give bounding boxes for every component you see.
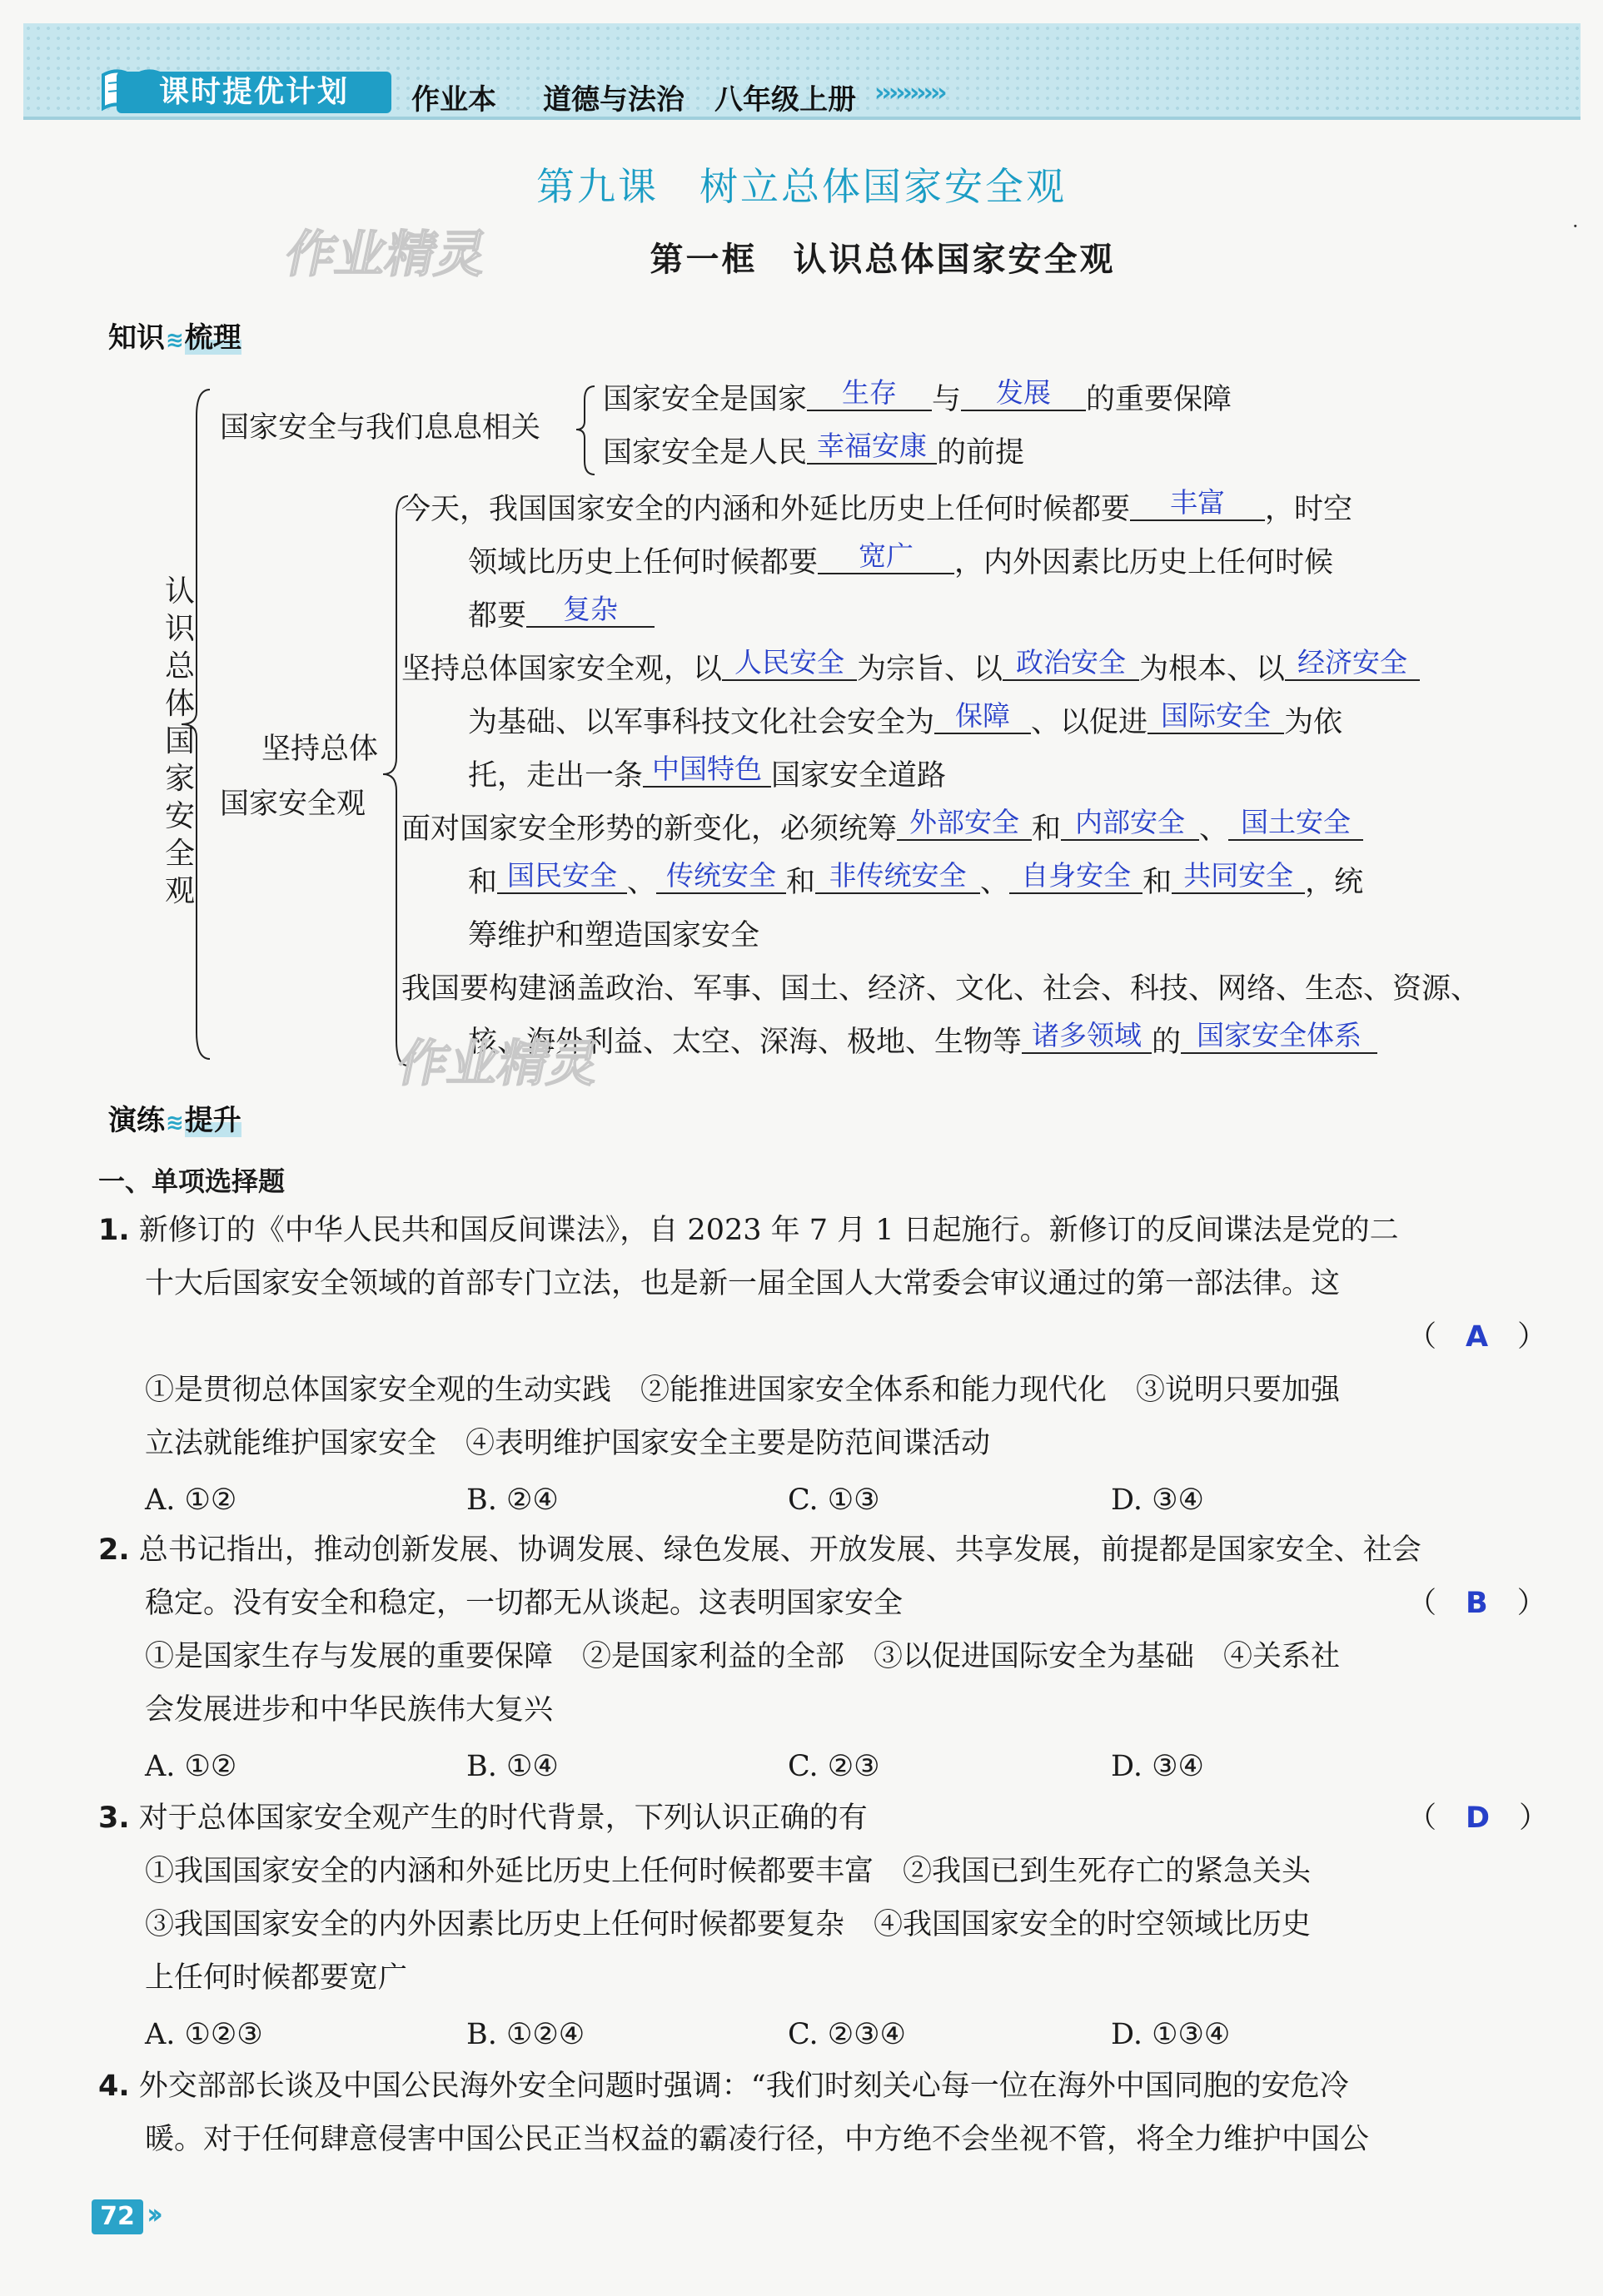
text: 国家安全道路 [771,759,947,793]
option-a[interactable]: A. ①② [145,1483,237,1517]
answer-bracket: （ D ） [1407,1802,1549,1835]
option-b[interactable]: B. ②④ [466,1483,559,1517]
option-b[interactable]: B. ①②④ [466,2018,585,2051]
text: 的前提 [937,436,1025,470]
option-a[interactable]: A. ①②③ [145,2018,263,2051]
option-c[interactable]: C. ①③ [788,1483,880,1517]
question-stem-line2: 暖。对于任何肆意侵害中国公民正当权益的霸凌行径，中方绝不会坐视不管，将全力维护中国公 [145,2123,1370,2156]
blank-answer: 丰富 [1130,486,1265,521]
question-3 [98,1792,868,1845]
section-practice-title: 演练≋提升 [108,1104,241,1137]
text: 、 [627,866,657,899]
answer: A [1466,1320,1489,1354]
p2-line1 [401,643,1420,696]
p4-line1: 我国要构建涵盖政治、军事、国土、经济、文化、社会、科技、网络、生态、资源、 [401,972,1481,1006]
question-stem-line2: 稳定。没有安全和稳定，一切都无从谈起。这表明国家安全 [145,1587,904,1620]
question-2 [98,1523,1421,1577]
question-number: 2. [98,1533,130,1567]
question-1 [98,1204,1399,1257]
header-arrows: ›››››››››› [874,78,944,107]
blank-answer: 国际安全 [1147,699,1284,734]
blank-answer: 共同安全 [1172,859,1305,894]
lesson-title: 第九课 树立总体国家安全观 [536,164,1067,209]
branch1-brace [573,381,598,481]
blank-answer: 保障 [934,699,1031,734]
answer: D [1466,1802,1491,1835]
text: 托，走出一条 [468,759,644,793]
page-number: 72 [92,2199,143,2234]
branch2-label-2: 国家安全观 [220,788,366,821]
blank-answer: 发展 [961,376,1086,411]
page-arrows-icon: ›› [147,2198,157,2231]
text: 和 [1143,866,1172,899]
blank-answer: 复杂 [526,593,655,628]
margin-mark: · [1572,215,1579,238]
p1-line1 [401,483,1352,536]
text: 的重要保障 [1086,383,1232,416]
branch1-line2 [603,426,1024,480]
section-practice-b: 提升 [184,1104,241,1137]
question-stem: 新修订的《中华人民共和国反间谍法》，自 2023 年 7 月 1 日起施行。新修订的反间谍法是党的二 [138,1214,1399,1247]
text: 、以促进 [1031,706,1148,739]
book-type: 作业本 [411,83,496,117]
p1-line2 [468,536,1333,589]
watermark: 作业精灵 [392,1035,605,1093]
p3-line3: 筹维护和塑造国家安全 [468,919,760,952]
watermark: 作业精灵 [280,226,493,284]
text: 和 [786,866,816,899]
option-c[interactable]: C. ②③ [788,1750,880,1783]
blank-answer: 宽广 [818,539,954,574]
p2-line3 [468,749,946,803]
part-title: 一、单项选择题 [98,1165,286,1197]
section-practice-a: 演练 [108,1104,165,1137]
option-c[interactable]: C. ②③④ [788,2018,906,2051]
branch1-label: 国家安全与我们息息相关 [220,411,541,445]
option-d[interactable]: D. ③④ [1111,1750,1204,1783]
mindmap-root: 认识总体国家安全观 [164,574,195,908]
section-knowledge-b: 梳理 [184,321,241,355]
p3-line2 [468,856,1363,909]
text: 国家安全是人民 [603,436,808,470]
statements-line2: 立法就能维护国家安全 ④表明维护国家安全主要是防范间谍活动 [145,1427,991,1460]
blank-answer: 经济安全 [1285,646,1420,681]
option-d[interactable]: D. ①③④ [1111,2018,1231,2051]
blank-answer: 中国特色 [643,753,771,788]
question-stem: 对于总体国家安全观产生的时代背景，下列认识正确的有 [138,1802,868,1835]
text: 都要 [468,599,527,633]
blank-answer: 政治安全 [1003,646,1139,681]
statements-line3: 上任何时候都要宽广 [145,1961,408,1995]
text: ，内外因素比历史上任何时候 [954,546,1334,579]
text: 为根本、以 [1139,653,1286,686]
question-4 [98,2060,1349,2113]
text: 今天，我国国家安全的内涵和外延比历史上任何时候都要 [401,493,1131,526]
question-number: 1. [98,1214,130,1247]
text: 为基础、以军事科技文化社会安全为 [468,706,935,739]
branch1-line1 [603,373,1232,426]
brand-label: 课时提优计划 [117,72,391,113]
p1-line3 [468,589,655,643]
p3-line1 [401,803,1363,856]
option-a[interactable]: A. ①② [145,1750,237,1783]
text: 核、海外利益、太空、深海、极地、生物等 [468,1026,1023,1059]
text: 的 [1152,1026,1182,1059]
subject: 道德与法治 [543,83,685,117]
statements-line2: 会发展进步和中华民族伟大复兴 [145,1693,554,1727]
p2-line2 [468,696,1342,749]
blank-answer: 自身安全 [1009,859,1143,894]
question-stem: 外交部部长谈及中国公民海外安全问题时强调：“我们时刻关心每一位在海外中国同胞的安危冷 [138,2070,1349,2103]
blank-answer: 非传统安全 [815,859,980,894]
section-knowledge-title: 知识≋梳理 [108,321,241,355]
statements-line1: ①我国国家安全的内涵和外延比历史上任何时候都要丰富 ②我国已到生死存亡的紧急关头 [145,1855,1312,1888]
text: 、 [1199,813,1229,846]
text: ，时空 [1265,493,1353,526]
text: 与 [932,383,962,416]
blank-answer: 国土安全 [1228,806,1363,841]
frame-title: 第一框 认识总体国家安全观 [650,241,1116,279]
grade: 八年级上册 [714,83,856,117]
text: ，统 [1305,866,1364,899]
blank-answer: 内部安全 [1061,806,1199,841]
blank-answer: 国家安全体系 [1181,1019,1377,1054]
blank-answer: 传统安全 [656,859,786,894]
statements-line2: ③我国国家安全的内外因素比历史上任何时候都要复杂 ④我国国家安全的时空领域比历史 [145,1908,1312,1941]
question-number: 3. [98,1802,130,1835]
text: 和 [468,866,498,899]
answer-bracket: （ A ） [1407,1320,1547,1354]
text: 领域比历史上任何时候都要 [468,546,819,579]
answer-bracket: （ B ） [1407,1587,1546,1620]
question-stem: 总书记指出，推动创新发展、协调发展、绿色发展、开放发展、共享发展，前提都是国家安全、社会 [138,1533,1421,1567]
text: 为依 [1284,706,1343,739]
text: 和 [1032,813,1062,846]
branch2-label-1: 坚持总体 [261,733,378,766]
answer: B [1466,1587,1488,1620]
question-stem-line2: 十大后国家安全领域的首部专门立法，也是新一届全国人大常委会审议通过的第一部法律。这 [145,1267,1341,1300]
blank-answer: 幸福安康 [807,430,937,465]
question-number: 4. [98,2070,130,2103]
blank-answer: 生存 [807,376,932,411]
option-d[interactable]: D. ③④ [1111,1483,1204,1517]
text: 国家安全是国家 [603,383,808,416]
text: 坚持总体国家安全观，以 [401,653,723,686]
blank-answer: 国民安全 [497,859,627,894]
blank-answer: 外部安全 [897,806,1032,841]
section-knowledge-a: 知识 [108,321,165,355]
text: 、 [980,866,1010,899]
text: 面对国家安全形势的新变化，必须统筹 [401,813,898,846]
option-b[interactable]: B. ①④ [466,1750,559,1783]
statements-line1: ①是国家生存与发展的重要保障 ②是国家利益的全部 ③以促进国际安全为基础 ④关系社 [145,1640,1341,1673]
statements-line1: ①是贯彻总体国家安全观的生动实践 ②能推进国家安全体系和能力现代化 ③说明只要加强 [145,1374,1341,1407]
blank-answer: 人民安全 [722,646,857,681]
blank-answer: 诸多领域 [1022,1019,1152,1054]
text: 为宗旨、以 [857,653,1003,686]
